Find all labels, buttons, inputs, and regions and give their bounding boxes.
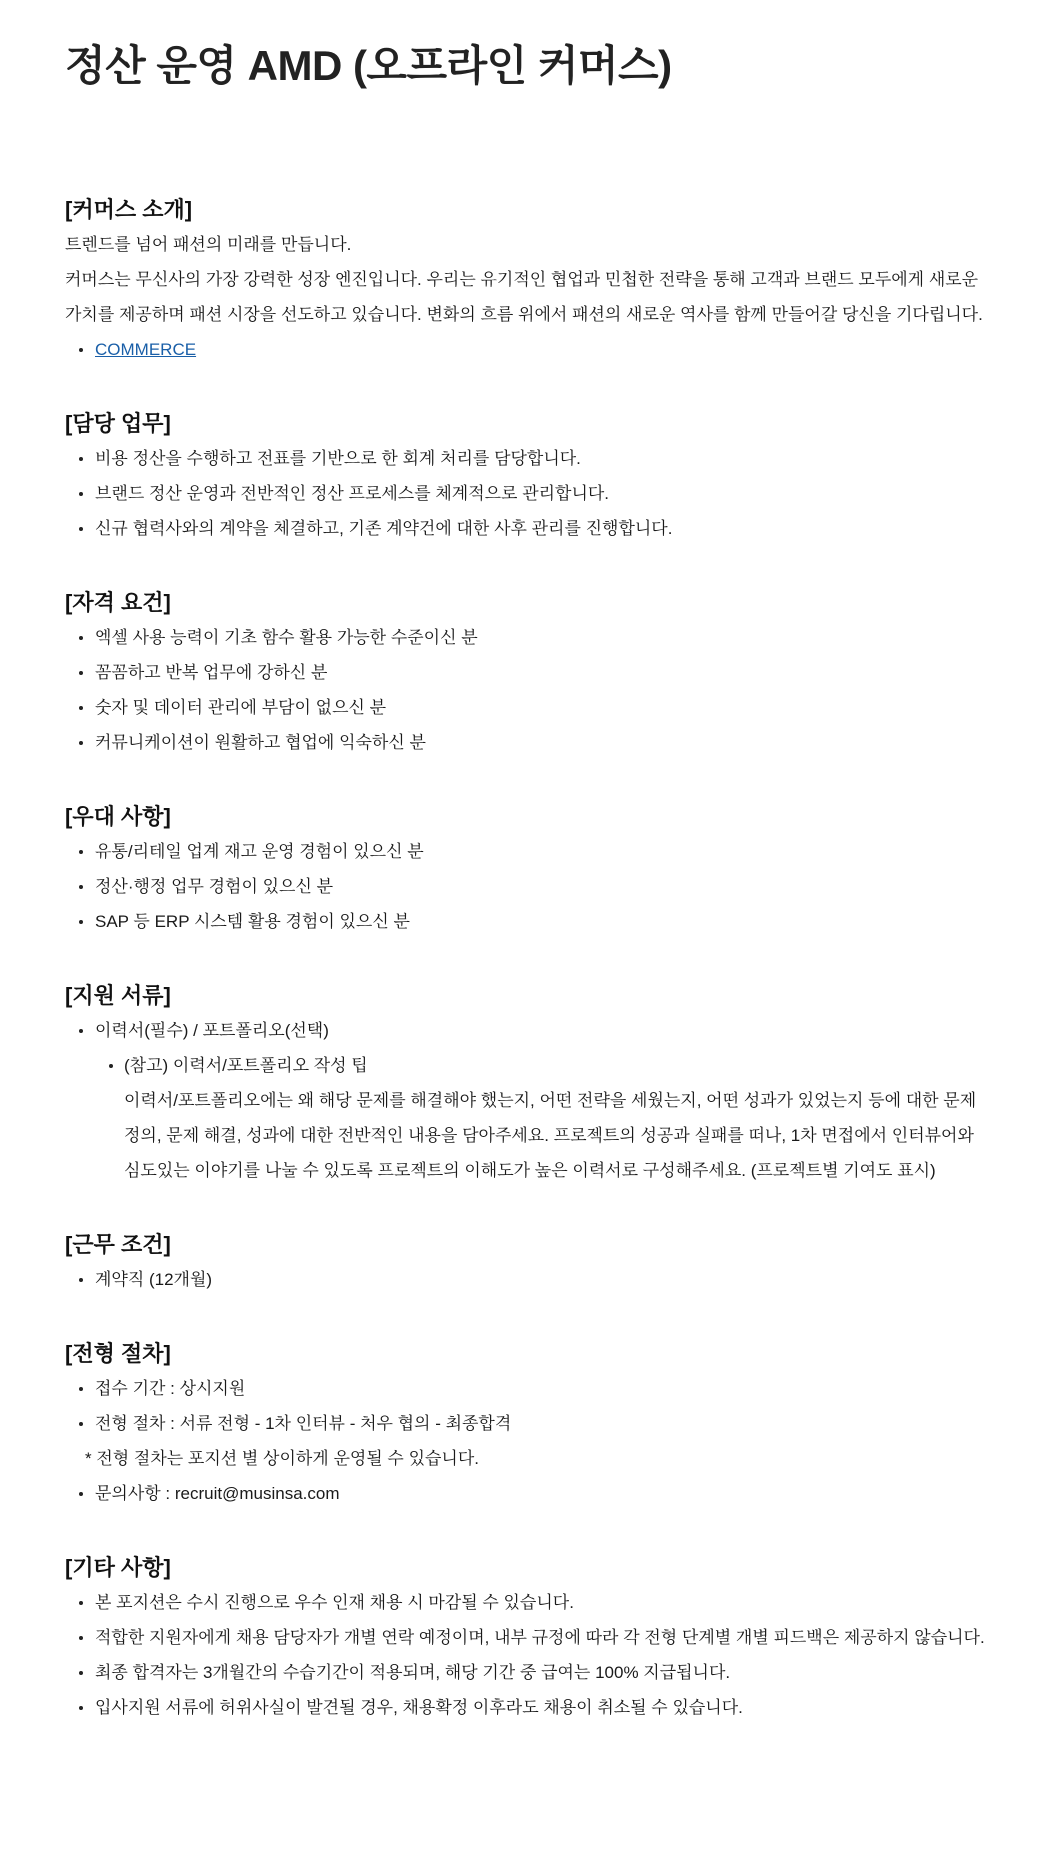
section-preferred	[65, 799, 995, 939]
process-note: * 전형 절차는 포지션 별 상이하게 운영될 수 있습니다.	[85, 1449, 479, 1468]
section-heading: [전형 절차]	[65, 1341, 171, 1366]
list-item: 전형 절차 : 서류 전형 - 1차 인터뷰 - 처우 협의 - 최종합격	[65, 1406, 995, 1441]
intro-text: 커머스는 무신사의 가장 강력한 성장 엔진입니다. 우리는 유기적인 협업과 민첩한 전략을 통해 고객과 브랜드 모두에게 새로운 가치를 제공하며 패션 시장을 선도하고 있습니다. 변화의 흐름 위에서 패션의 새로운 역사를 함께 만들어갈 당신을 기다립니다.	[65, 270, 983, 324]
list-item: 접수 기간 : 상시지원	[65, 1371, 995, 1406]
section-documents	[65, 978, 995, 1188]
tip-title: (참고) 이력서/포트폴리오 작성 팁	[65, 1048, 995, 1083]
list-item: 본 포지션은 수시 진행으로 우수 인재 채용 시 마감될 수 있습니다.	[65, 1585, 995, 1620]
commerce-link[interactable]: COMMERCE	[95, 340, 197, 359]
section-intro	[65, 192, 995, 367]
list-item: 브랜드 정산 운영과 전반적인 정산 프로세스를 체계적으로 관리합니다.	[65, 476, 995, 511]
section-heading: [커머스 소개]	[65, 197, 193, 222]
section-heading: [자격 요건]	[65, 590, 171, 615]
tip-body: 이력서/포트폴리오에는 왜 해당 문제를 해결해야 했는지, 어떤 전략을 세웠는지, 어떤 성과가 있었는지 등에 대한 문제 정의, 문제 해결, 성과에 대한 전반적인 내용을 담아주세요. 프로젝트의 성공과 실패를 떠나, 1차 면접에서 인터뷰어와 심도있는 이야기를 나눌 수 있도록 프로젝트의 이해도가 높은 이력서로 구성해주세요. (프로젝트별 기여도 표시)	[124, 1091, 977, 1180]
list-item: 이력서(필수) / 포트폴리오(선택)	[65, 1013, 995, 1048]
list-item: 유통/리테일 업계 재고 운영 경험이 있으신 분	[65, 834, 995, 869]
section-heading: [기타 사항]	[65, 1555, 171, 1580]
page-title: 정산 운영 AMD (오프라인 커머스)	[65, 42, 672, 89]
list-item: 입사지원 서류에 허위사실이 발견될 경우, 채용확정 이후라도 채용이 취소될 수 있습니다.	[65, 1690, 995, 1725]
section-requirements	[65, 585, 995, 760]
section-duties	[65, 406, 995, 546]
list-item: 최종 합격자는 3개월간의 수습기간이 적용되며, 해당 기간 중 급여는 100% 지급됩니다.	[65, 1655, 995, 1690]
section-conditions	[65, 1227, 995, 1297]
section-heading: [근무 조건]	[65, 1232, 171, 1257]
contact-item: 문의사항 : recruit@musinsa.com	[65, 1476, 995, 1511]
intro-text: 트렌드를 넘어 패션의 미래를 만듭니다.	[65, 235, 352, 254]
list-item: 정산·행정 업무 경험이 있으신 분	[65, 869, 995, 904]
list-item: 숫자 및 데이터 관리에 부담이 없으신 분	[65, 690, 995, 725]
section-heading: [우대 사항]	[65, 804, 171, 829]
section-process	[65, 1336, 995, 1511]
section-heading: [지원 서류]	[65, 983, 171, 1008]
list-item: 계약직 (12개월)	[65, 1262, 995, 1297]
list-item: 꼼꼼하고 반복 업무에 강하신 분	[65, 655, 995, 690]
list-item: 신규 협력사와의 계약을 체결하고, 기존 계약건에 대한 사후 관리를 진행합니다.	[65, 511, 995, 546]
list-item: 적합한 지원자에게 채용 담당자가 개별 연락 예정이며, 내부 규정에 따라 각 전형 단계별 개별 피드백은 제공하지 않습니다.	[65, 1620, 995, 1655]
list-item: 엑셀 사용 능력이 기초 함수 활용 가능한 수준이신 분	[65, 620, 995, 655]
list-item	[65, 332, 995, 367]
section-etc	[65, 1550, 995, 1725]
list-item: 커뮤니케이션이 원활하고 협업에 익숙하신 분	[65, 725, 995, 760]
list-item: 비용 정산을 수행하고 전표를 기반으로 한 회계 처리를 담당합니다.	[65, 441, 995, 476]
section-heading: [담당 업무]	[65, 411, 171, 436]
list-item: SAP 등 ERP 시스템 활용 경험이 있으신 분	[65, 904, 995, 939]
